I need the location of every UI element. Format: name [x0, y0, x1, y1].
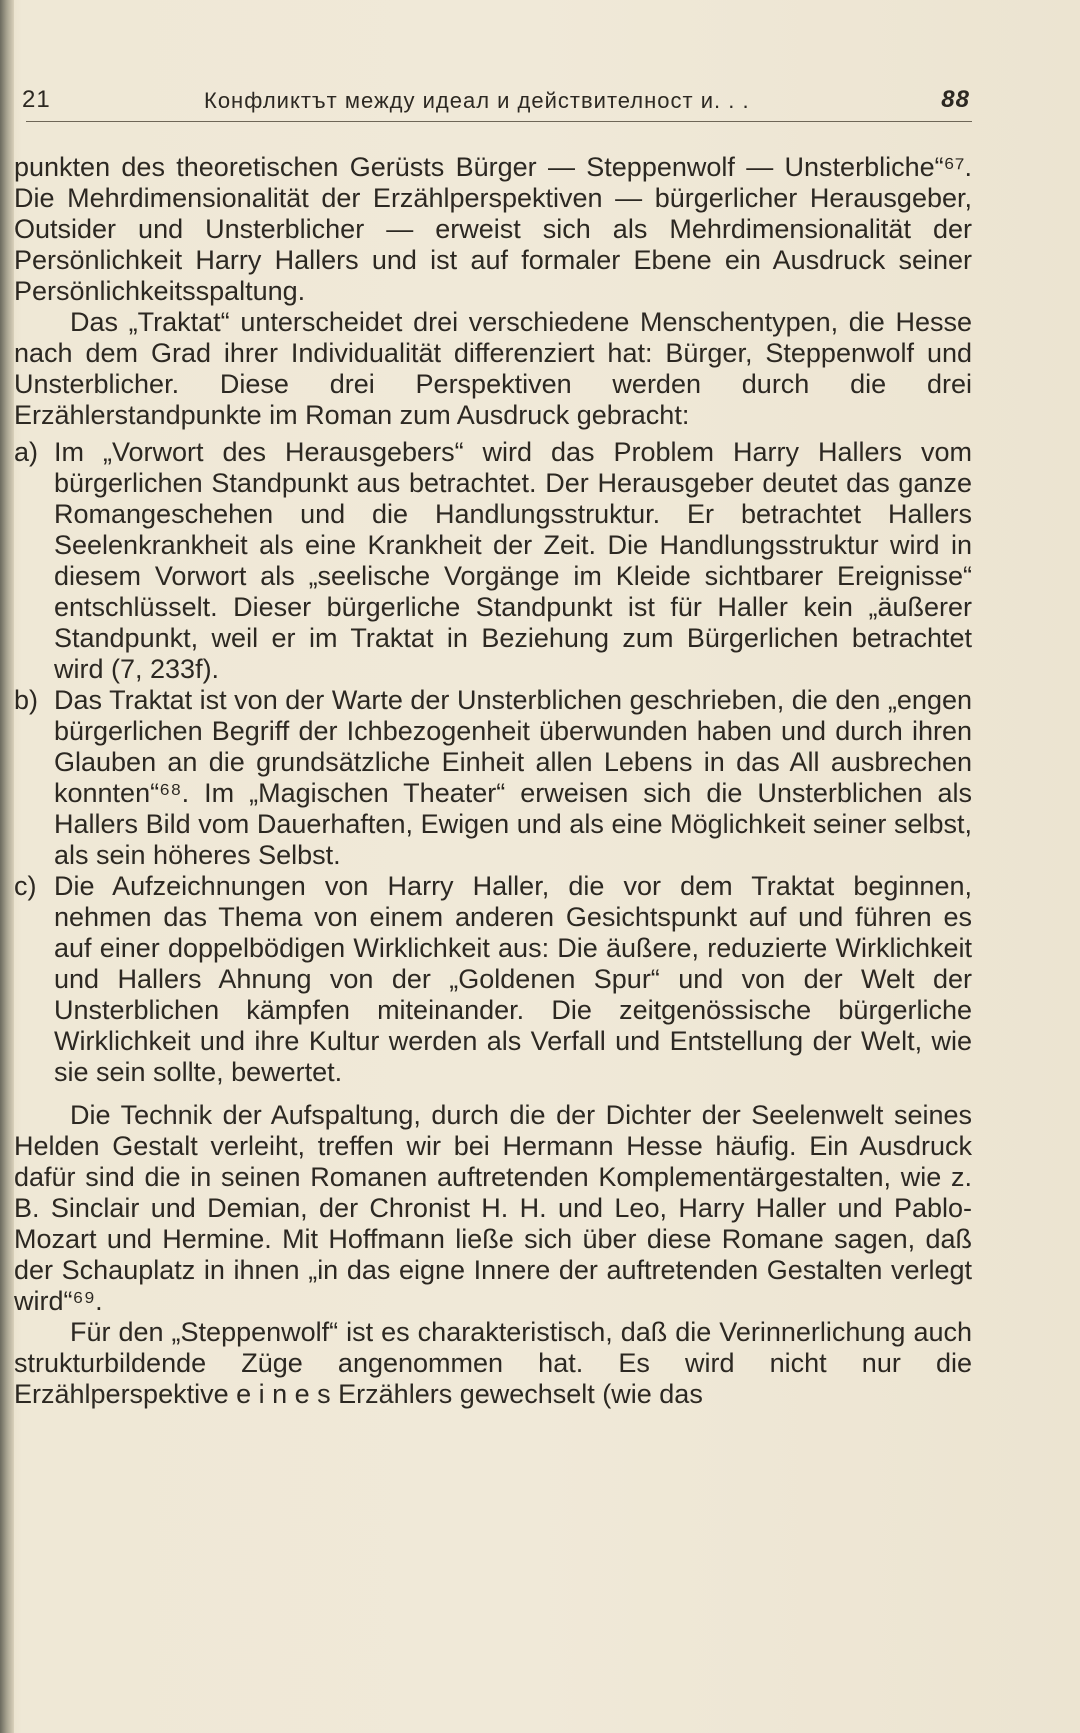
list-item	[14, 437, 972, 685]
paragraph-3: Die Technik der Aufspaltung, durch die der Dichter der Seelenwelt seines Helden Gestalt verleiht, treffen wir bei Hermann Hesse häufig. Ein Ausdruck dafür sind die in seinen Romanen auftretenden Komplementärgestalten, wie z. B. Sinclair und Demian, der Chronist H. H. und Leo, Harry Haller und Pablo-Mozart und Hermine. Mit Hoffmann ließe sich über diese Romane sagen, daß der Schauplatz in ihnen „in das eigne Innere der auftretenden Gestalten verlegt wird“⁶⁹.	[14, 1100, 972, 1316]
list-marker: b)	[14, 685, 39, 715]
paragraph-2: Das „Traktat“ unterscheidet drei verschiedene Menschentypen, die Hesse nach dem Grad ihrer Individualität differenziert hat: Bürger, Steppenwolf und Unsterblicher. Diese drei Perspektiven werden durch die drei Erzählerstandpunkte im Roman zum Ausdruck gebracht:	[14, 307, 972, 430]
page-number: 88	[941, 86, 970, 113]
list-item	[14, 685, 972, 871]
paragraph-1: punkten des theoretischen Gerüsts Bürger — Steppenwolf — Unsterbliche“⁶⁷. Die Mehrdimensionalität der Erzählperspektiven — bürgerlicher Herausgeber, Outsider und Unsterblicher — erweist sich als Mehrdimensionalität der Persönlichkeit Harry Hallers und ist auf formaler Ebene ein Ausdruck seiner Persönlichkeitsspaltung.	[14, 152, 972, 306]
body-text	[14, 152, 972, 1410]
list-item-text: Die Aufzeichnungen von Harry Haller, die vor dem Traktat beginnen, nehmen das Thema von einem anderen Gesichtspunkt auf und führen es auf einer doppelbödigen Wirklichkeit aus: Die äußere, reduzierte Wirklichkeit und Hallers Ahnung von der „Goldenen Spur“ und von der Welt der Unsterblichen kämpfen miteinander. Die zeitgenössische bürgerliche Wirklichkeit und ihre Kultur werden als Verfall und Entstellung der Welt, wie sie sein sollte, bewertet.	[54, 871, 972, 1087]
list-item-text: Das Traktat ist von der Warte der Unsterblichen geschrieben, die den „engen bürgerlichen Begriff der Ichbezogenheit überwunden haben und durch ihren Glauben an die grundsätzliche Einheit allen Lebens in das All ausbrechen konnten“⁶⁸. Im „Magischen Theater“ erweisen sich die Unsterblichen als Hallers Bild vom Dauerhaften, Ewigen und als eine Möglichkeit seiner selbst, als sein höheres Selbst.	[54, 685, 972, 870]
binding-edge	[0, 0, 14, 1733]
list-item	[14, 871, 972, 1088]
list-marker: a)	[14, 437, 39, 467]
header-rule	[26, 121, 972, 122]
list-marker: c)	[14, 871, 37, 901]
running-title: Конфликтът между идеал и действителност и. . .	[204, 88, 750, 113]
list-item-text: Im „Vorwort des Herausgebers“ wird das Problem Harry Hallers vom bürgerlichen Standpunkt aus betrachtet. Der Herausgeber deutet das ganze Romangeschehen und die Handlungsstruktur. Er betrachtet Hallers Seelenkrankheit als eine Krankheit der Zeit. Die Handlungsstruktur wird in diesem Vorwort als „seelische Vorgänge im Kleide sichtbarer Ereignisse“ entschlüsselt. Dieser bürgerliche Standpunkt ist für Haller kein „äußerer Standpunkt, weil er im Traktat in Beziehung zum Bürgerlichen betrachtet wird (7, 233f).	[54, 437, 972, 684]
header-left-number: 21	[22, 86, 51, 113]
running-header	[22, 86, 974, 120]
paragraph-4: Für den „Steppenwolf“ ist es charakteristisch, daß die Verinnerlichung auch strukturbildende Züge angenommen hat. Es wird nicht nur die Erzählperspektive e i n e s Erzählers gewechselt (wie das	[14, 1317, 972, 1409]
perspective-list	[14, 437, 972, 1088]
